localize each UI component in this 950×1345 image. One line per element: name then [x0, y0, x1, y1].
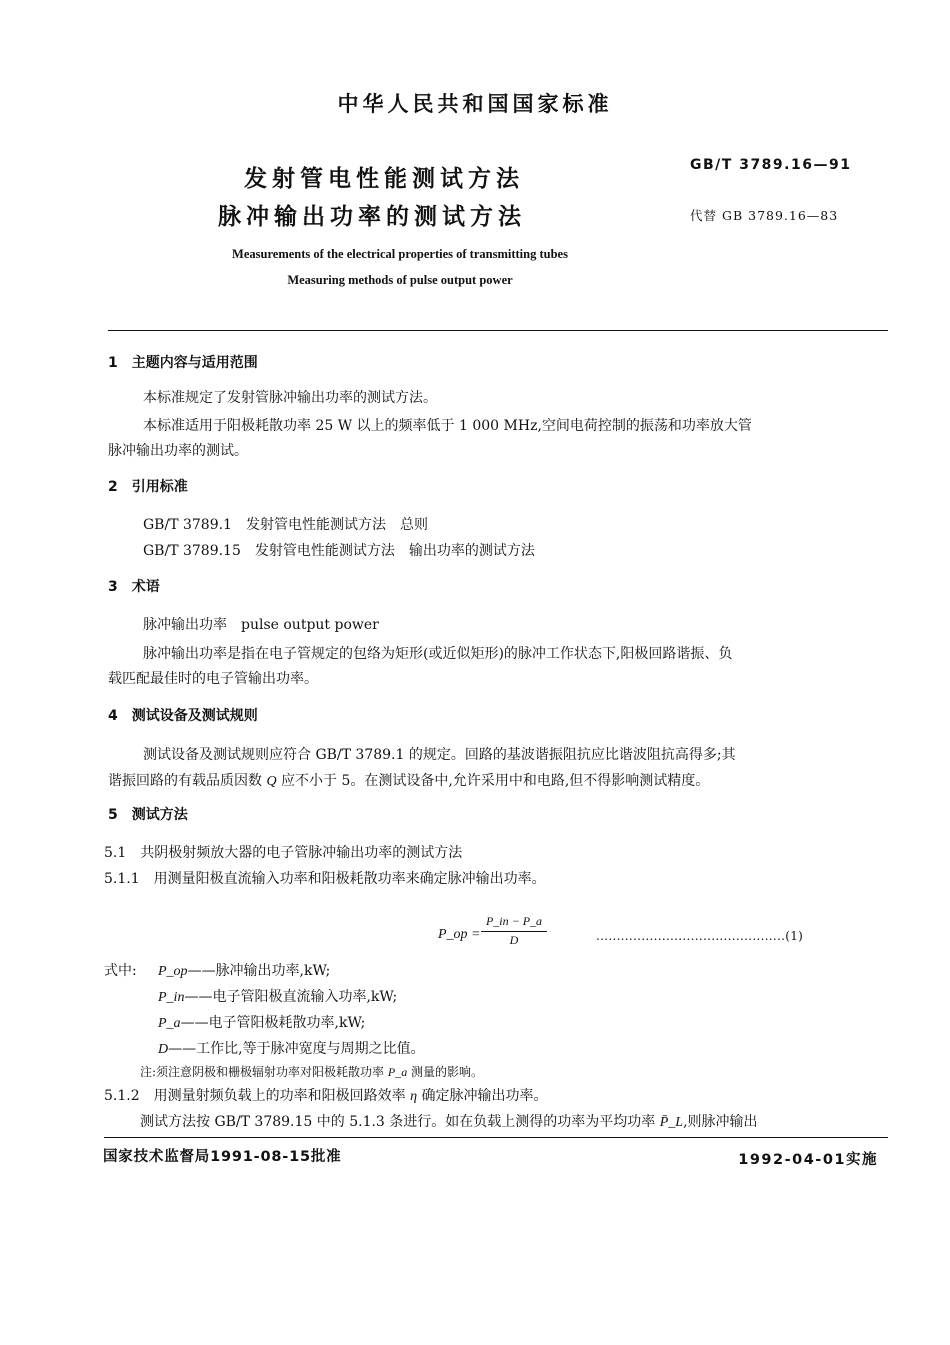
effective-date: 1992-04-01实施: [738, 1152, 878, 1168]
definition-item: P_op——脉冲输出功率,kW;: [158, 963, 331, 979]
definition-item: D——工作比,等于脉冲宽度与周期之比值。: [158, 1041, 425, 1057]
reference-2: GB/T 3789.15 发射管电性能测试方法 输出功率的测试方法: [143, 543, 535, 559]
section-1-paragraph-2b: 脉冲输出功率的测试。: [108, 443, 248, 459]
footer-divider: [104, 1137, 888, 1138]
english-title-line1: Measurements of the electrical properties of transmitting tubes: [232, 247, 568, 261]
term-definition-b: 载匹配最佳时的电子管输出功率。: [108, 671, 318, 687]
formula-number: ..............................................(1): [596, 929, 804, 943]
header-divider: [108, 330, 888, 331]
standard-code: GB/T 3789.16—91: [690, 157, 852, 173]
formula-denominator: D: [509, 933, 519, 947]
formula-lhs: P_op =: [438, 927, 481, 942]
term-definition-a: 脉冲输出功率是指在电子管规定的包络为矩形(或近似矩形)的脉冲工作状态下,阳极回路谐振、负: [143, 646, 733, 662]
english-title-line2: Measuring methods of pulse output power: [287, 273, 513, 287]
formula-numerator: P_in − P_a: [481, 914, 547, 932]
document-title-line2: 脉冲输出功率的测试方法: [218, 204, 526, 230]
standard-name: 中华人民共和国国家标准: [337, 92, 613, 116]
section-5-heading: 5 测试方法: [108, 807, 188, 823]
approval-date: 国家技术监督局1991-08-15批准: [103, 1149, 342, 1165]
section-2-heading: 2 引用标准: [108, 479, 188, 495]
section-1-paragraph-2a: 本标准适用于阳极耗散功率 25 W 以上的频率低于 1 000 MHz,空间电荷控制的振荡和功率放大管: [143, 418, 752, 434]
section-1-paragraph-1: 本标准规定了发射管脉冲输出功率的测试方法。: [143, 390, 437, 406]
document-title-line1: 发射管电性能测试方法: [244, 166, 524, 192]
section-4-paragraph-b: 谐振回路的有载品质因数 Q 应不小于 5。在测试设备中,允许采用中和电路,但不得影响测试精度。: [108, 773, 710, 789]
replaces-code: 代替 GB 3789.16—83: [690, 208, 839, 223]
note: 注:须注意阴极和栅极辐射功率对阳极耗散功率 P_a 测量的影响。: [140, 1065, 484, 1079]
section-1-heading: 1 主题内容与适用范围: [108, 355, 258, 371]
definition-item: P_a——电子管阳极耗散功率,kW;: [158, 1015, 366, 1031]
where-label: 式中:: [104, 963, 137, 979]
formula-fraction: [481, 914, 547, 948]
term: 脉冲输出功率 pulse output power: [143, 617, 379, 633]
section-5-1-heading: 5.1 共阴极射频放大器的电子管脉冲输出功率的测试方法: [104, 845, 463, 861]
section-3-heading: 3 术语: [108, 579, 160, 595]
definition-item: P_in——电子管阳极直流输入功率,kW;: [158, 989, 398, 1005]
section-5-1-2-text: 5.1.2 用测量射频负载上的功率和阳极回路效率 η 确定脉冲输出功率。: [104, 1088, 548, 1104]
section-4-heading: 4 测试设备及测试规则: [108, 708, 258, 724]
section-5-1-1-text: 5.1.1 用测量阳极直流输入功率和阳极耗散功率来确定脉冲输出功率。: [104, 871, 546, 887]
section-4-paragraph-a: 测试设备及测试规则应符合 GB/T 3789.1 的规定。回路的基波谐振阻抗应比谐波阻抗高得多;其: [143, 747, 736, 763]
reference-1: GB/T 3789.1 发射管电性能测试方法 总则: [143, 517, 428, 533]
section-5-1-2-paragraph: 测试方法按 GB/T 3789.15 中的 5.1.3 条进行。如在负载上测得的功率为平均功率 P̄_L,则脉冲输出: [140, 1114, 758, 1130]
